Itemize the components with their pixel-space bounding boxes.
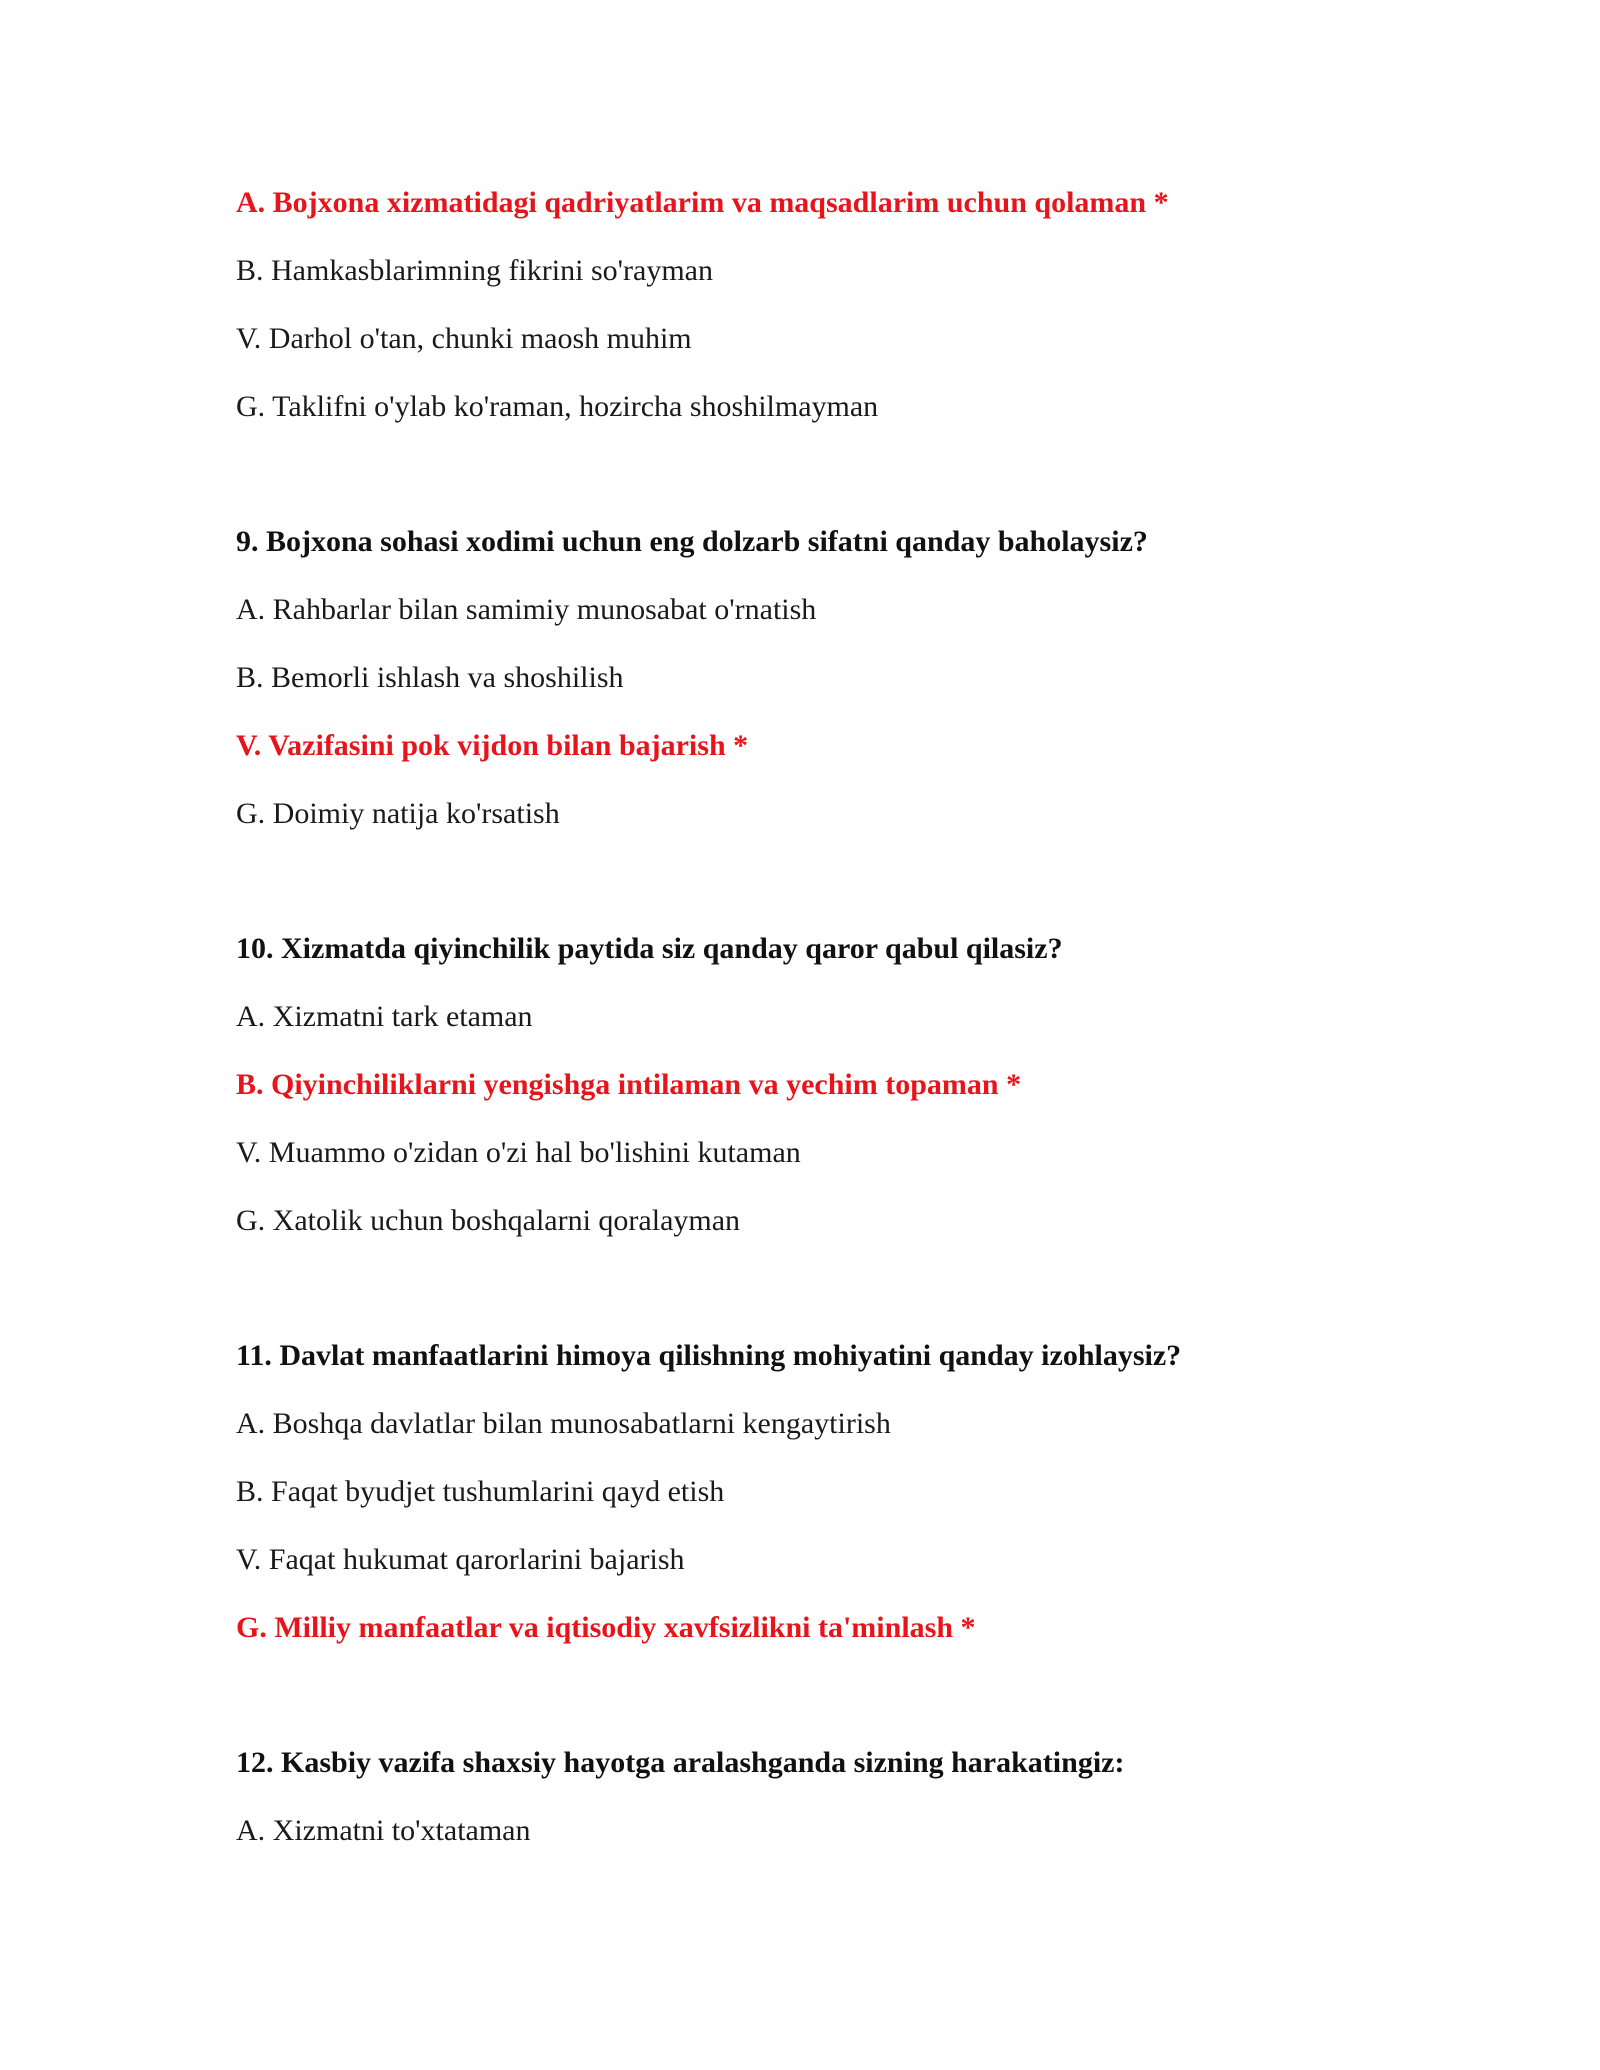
option-b: B. Qiyinchiliklarni yengishga intilaman va yechim topaman * bbox=[236, 1068, 1022, 1101]
question-block-10 bbox=[236, 930, 1364, 1240]
option-g: G. Taklifni o'ylab ko'raman, hozircha shoshilmayman bbox=[236, 390, 879, 423]
option-a: A. Bojxona xizmatidagi qadriyatlarim va maqsadlarim uchun qolaman * bbox=[236, 186, 1169, 219]
question-block-9 bbox=[236, 523, 1364, 833]
option-v: V. Vazifasini pok vijdon bilan bajarish * bbox=[236, 729, 749, 762]
option-v: V. Faqat hukumat qarorlarini bajarish bbox=[236, 1543, 685, 1576]
question-block-11 bbox=[236, 1337, 1364, 1647]
option-g: G. Milliy manfaatlar va iqtisodiy xavfsizlikni ta'minlash * bbox=[236, 1611, 976, 1644]
option-g: G. Doimiy natija ko'rsatish bbox=[236, 797, 560, 830]
option-a: A. Rahbarlar bilan samimiy munosabat o'rnatish bbox=[236, 593, 817, 626]
question-heading: 11. Davlat manfaatlarini himoya qilishning mohiyatini qanday izohlaysiz? bbox=[236, 1339, 1182, 1372]
option-v: V. Darhol o'tan, chunki maosh muhim bbox=[236, 322, 692, 355]
question-block-8-continued bbox=[236, 184, 1364, 426]
question-heading: 12. Kasbiy vazifa shaxsiy hayotga aralashganda sizning harakatingiz: bbox=[236, 1746, 1125, 1779]
question-heading: 10. Xizmatda qiyinchilik paytida siz qanday qaror qabul qilasiz? bbox=[236, 932, 1063, 965]
option-b: B. Hamkasblarimning fikrini so'rayman bbox=[236, 254, 713, 287]
question-heading: 9. Bojxona sohasi xodimi uchun eng dolzarb sifatni qanday baholaysiz? bbox=[236, 525, 1148, 558]
option-b: B. Bemorli ishlash va shoshilish bbox=[236, 661, 624, 694]
option-b: B. Faqat byudjet tushumlarini qayd etish bbox=[236, 1475, 725, 1508]
option-v: V. Muammo o'zidan o'zi hal bo'lishini kutaman bbox=[236, 1136, 801, 1169]
option-a: A. Xizmatni tark etaman bbox=[236, 1000, 533, 1033]
option-a: A. Boshqa davlatlar bilan munosabatlarni kengaytirish bbox=[236, 1407, 891, 1440]
question-block-12 bbox=[236, 1744, 1364, 1850]
option-a: A. Xizmatni to'xtataman bbox=[236, 1814, 531, 1847]
option-g: G. Xatolik uchun boshqalarni qoralayman bbox=[236, 1204, 741, 1237]
